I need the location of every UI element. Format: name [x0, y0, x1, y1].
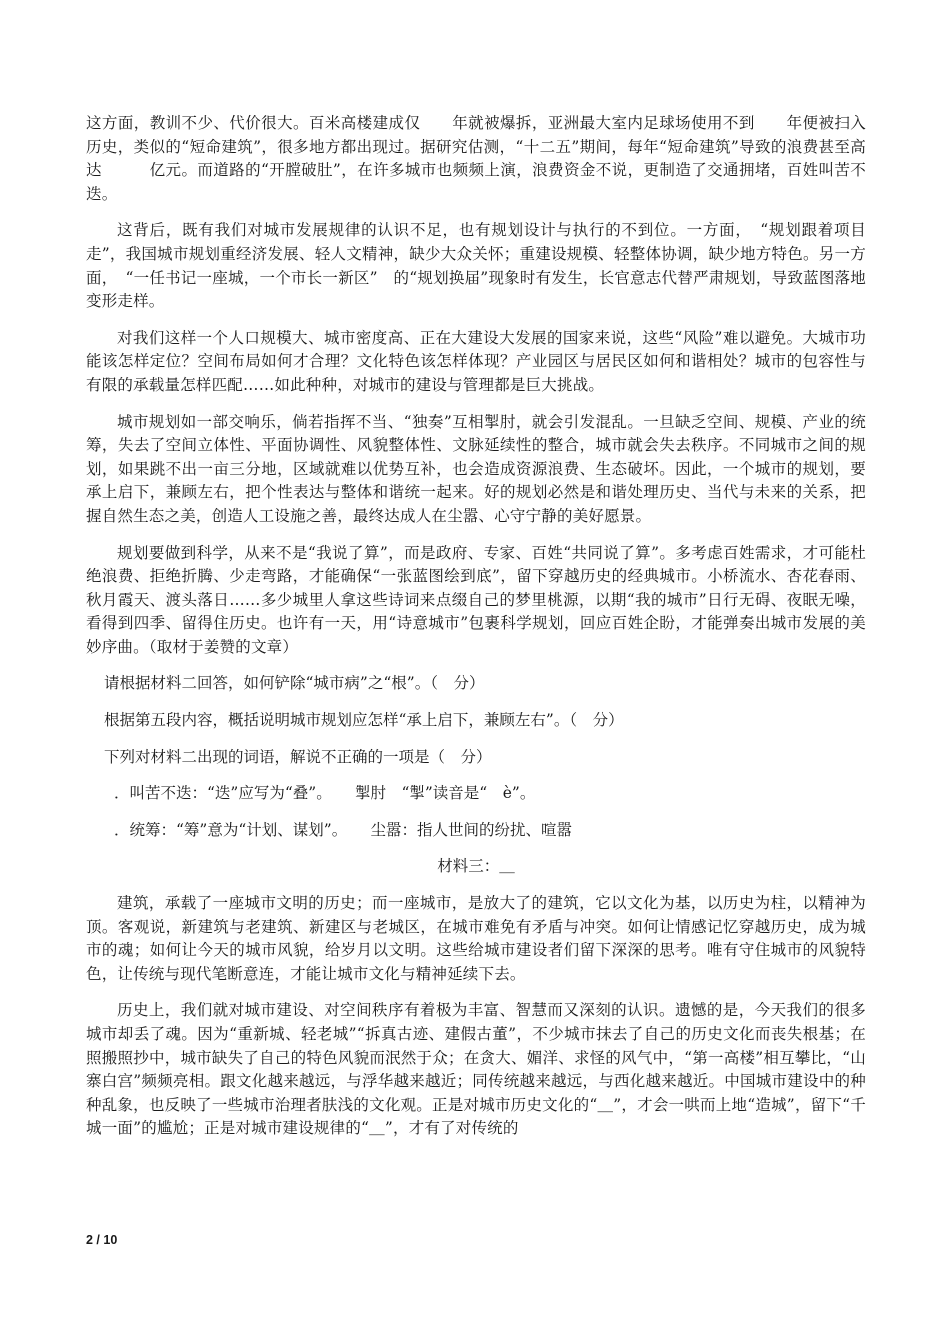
question-1: 请根据材料二回答，如何铲除“城市病”之“根”。（ 分） [104, 674, 485, 693]
question-2: 根据第五段内容，概括说明城市规划应怎样“承上启下，兼顾左右”。（ 分） [104, 711, 624, 730]
document-body [86, 112, 866, 1154]
paragraph-2: 这背后，既有我们对城市发展规律的认识不足，也有规划设计与执行的不到位。一方面， “规划跟着项目走”，我国城市规划重经济发展、轻人文精神，缺少大众关怀；重建设规模、轻整体协调，缺少地方特色。另一方面， “一任书记一座城，一个市长一新区” 的“规划换届”现象时有发生，长官意志代替严肃规划，导致蓝图落地变形走样。 [86, 221, 866, 311]
question-3: 下列对材料二出现的词语，解说不正确的一项是（ 分） [104, 747, 492, 766]
option-row-1: ．叫苦不迭：“迭”应写为“叠”。 掣肘 “掣”读音是“ è”。 [114, 784, 536, 803]
section-title: 材料三：＿ [437, 857, 515, 876]
section-paragraph-1: 建筑，承载了一座城市文明的历史；而一座城市，是放大了的建筑，它以文化为基，以历史为柱，以精神为顶。客观说，新建筑与老建筑、新建区与老城区，在城市难免有矛盾与冲突。如何让情感记忆穿越历史，成为城市的魂；如何让今天的城市风貌，给岁月以文明。这些给城市建设者们留下深深的思考。唯有守住城市的风貌特色，让传统与现代笔断意连，才能让城市文化与精神延续下去。 [86, 894, 866, 983]
paragraph-3: 对我们这样一个人口规模大、城市密度高、正在大建设大发展的国家来说，这些“风险”难以避免。大城市功能该怎样定位？空间布局如何才合理？文化特色该怎样体现？产业园区与居民区如何和谐相处？城市的包容性与有限的承载量怎样匹配……如此种种，对城市的建设与管理都是巨大挑战。 [86, 328, 866, 394]
option-row-2: ．统筹：“筹”意为“计划、谋划”。 尘嚣：指人世间的纷扰、喧嚣 [114, 820, 572, 839]
section-paragraph-2: 历史上，我们就对城市建设、对空间秩序有着极为丰富、智慧而又深刻的认识。遗憾的是，今天我们的很多城市却丢了魂。因为“重新城、轻老城”“拆真古迹、建假古董”，不少城市抹去了自己的历史文化而丧失根基；在照搬照抄中，城市缺失了自己的特色风貌而泯然于众；在贪大、媚洋、求怪的风气中，“第一高楼”相互攀比，“山寨白宫”频频亮相。跟文化越来越远，与浮华越来越近；同传统越来越远，与西化越来越近。中国城市建设中的种种乱象，也反映了一些城市治理者肤浅的文化观。正是对城市历史文化的“＿”，才会一哄而上地“造城”，留下“千城一面”的尴尬；正是对城市建设规律的“＿”，才有了对传统的 [86, 1001, 866, 1138]
paragraph-5: 规划要做到科学，从来不是“我说了算”，而是政府、专家、百姓“共同说了算”。多考虑百姓需求，才可能杜绝浪费、拒绝折腾、少走弯路，才能确保“一张蓝图绘到底”，留下穿越历史的经典城市。小桥流水、杏花春雨、秋月霞天、渡头落日……多少城里人拿这些诗词来点缀自己的梦里桃源，以期“我的城市”日行无碍、夜眠无噪，看得到四季、留得住历史。也许有一天，用“诗意城市”包裹科学规划，回应百姓企盼，才能弹奏出城市发展的美妙序曲。（取材于姜赞的文章） [86, 543, 866, 656]
paragraph-1: 这方面，教训不少、代价很大。百米高楼建成仅 年就被爆拆，亚洲最大室内足球场使用不到 年便被扫入历史，类似的“短命建筑”，很多地方都出现过。据研究估测，“十二五”期间，每年“短命建筑”导致的浪费甚至高达 亿元。而道路的“开膛破肚”，在许多城市也频频上演，浪费资金不说，更制造了交通拥堵，百姓叫苦不迭。 [86, 114, 866, 203]
page-number: 2 / 10 [86, 1233, 118, 1247]
paragraph-4: 城市规划如一部交响乐，倘若指挥不当、“独奏”互相掣肘，就会引发混乱。一旦缺乏空间、规模、产业的统筹，失去了空间立体性、平面协调性、风貌整体性、文脉延续性的整合，城市就会失去秩序。不同城市之间的规划，如果跳不出一亩三分地，区域就难以优势互补，也会造成资源浪费、生态破坏。因此，一个城市的规划，要承上启下，兼顾左右，把个性表达与整体和谐统一起来。好的规划必然是和谐处理历史、当代与未来的关系，把握自然生态之美，创造人工设施之善，最终达成人在尘嚣、心守宁静的美好愿景。 [86, 412, 866, 525]
